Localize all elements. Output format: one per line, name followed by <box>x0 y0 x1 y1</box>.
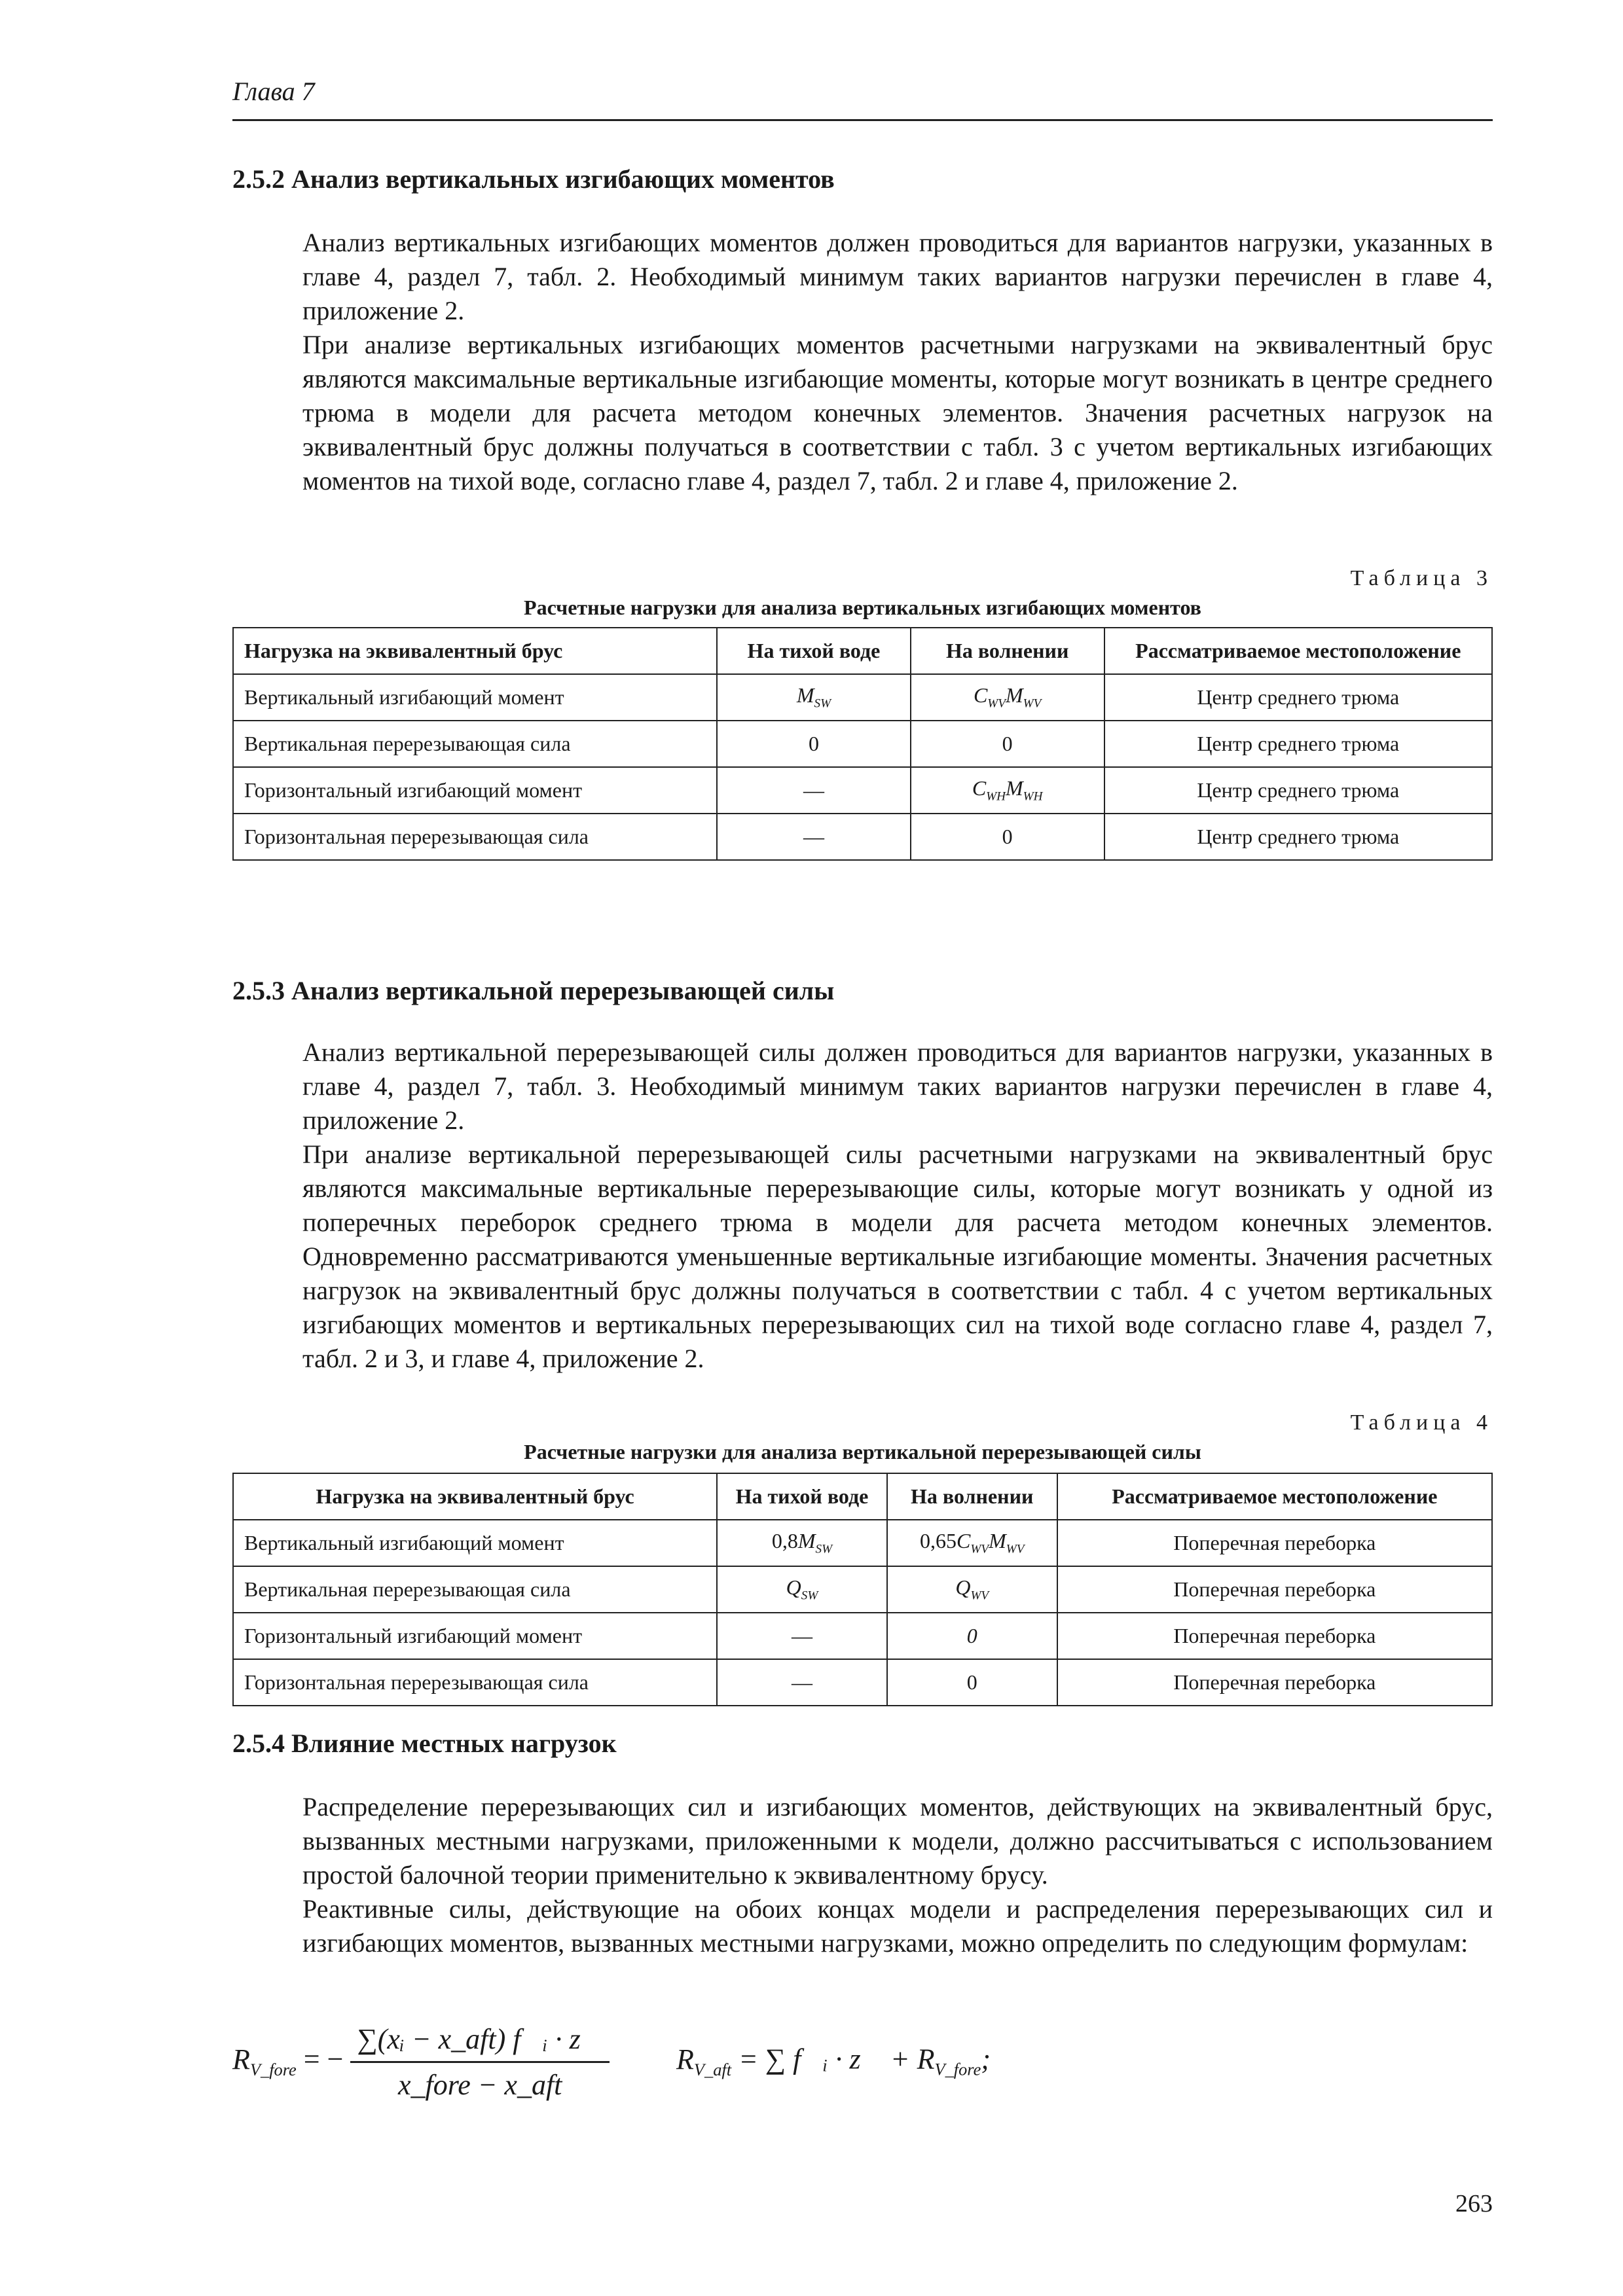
table-cell: $0,8M_{SW}$ <box>717 1520 887 1566</box>
table-row <box>233 1659 1492 1706</box>
table-row <box>233 674 1492 721</box>
table-cell: Поперечная переборка <box>1057 1520 1492 1566</box>
table-row <box>233 721 1492 767</box>
table-cell: — <box>717 1659 887 1706</box>
section-252-body <box>302 226 1493 498</box>
paragraph: Анализ вертикальной перерезывающей силы должен проводиться для вариантов нагрузки, указанных в главе 4, раздел 7, табл. 3. Необходимый минимум таких вариантов нагрузки перечислен в главе 4, приложение 2. <box>302 1037 1493 1135</box>
table-cell: Вертикальный изгибающий момент <box>233 1520 717 1566</box>
column-header: На тихой воде <box>717 1473 887 1520</box>
section-254-body <box>302 1790 1493 1960</box>
column-header: На волнении <box>887 1473 1057 1520</box>
table4-number: Таблица 4 <box>1350 1410 1493 1435</box>
table-row <box>233 1520 1492 1566</box>
page-number: 263 <box>1455 2190 1493 2217</box>
table4-caption: Расчетные нагрузки для анализа вертикальной перерезывающей силы <box>524 1440 1201 1463</box>
column-header: Нагрузка на эквивалентный брус <box>233 1473 717 1520</box>
table-cell: Горизонтальная перерезывающая сила <box>233 814 717 860</box>
table3 <box>232 627 1493 861</box>
column-header: На волнении <box>911 628 1104 674</box>
table-header-row <box>233 628 1492 674</box>
table-row <box>233 814 1492 860</box>
formula-rhs-aft: = ∑ f⃗ᵢ · z⃗ + R <box>739 2043 935 2075</box>
table-cell: — <box>717 1613 887 1659</box>
formula-denominator: x_fore − x_aft <box>397 2069 562 2101</box>
paragraph: Реактивные силы, действующие на обоих концах модели и распределения перерезывающих сил и изгибающих моментов, вызванных местными нагрузками, можно определить по следующим формулам: <box>302 1894 1493 1958</box>
formula-lhs-fore: $R_{V\_fore}$ <box>232 2043 297 2079</box>
table-cell: $0,65C_{WV}M_{WV}$ <box>887 1520 1057 1566</box>
table-cell: 0 <box>887 1613 1057 1659</box>
table-cell: $Q_{SW}$ <box>717 1566 887 1613</box>
table-cell: 0 <box>887 1659 1057 1706</box>
chapter-label: Глава 7 <box>232 77 315 106</box>
table-header-row <box>233 1473 1492 1520</box>
table-cell: 0 <box>717 721 911 767</box>
table-cell: Горизонтальная перерезывающая сила <box>233 1659 717 1706</box>
table-cell: $Q_{WV}$ <box>887 1566 1057 1613</box>
column-header: Нагрузка на эквивалентный брус <box>233 628 717 674</box>
column-header: Рассматриваемое местоположение <box>1057 1473 1492 1520</box>
table-cell: Центр среднего трюма <box>1104 721 1492 767</box>
column-header: Рассматриваемое местоположение <box>1104 628 1492 674</box>
table3-caption: Расчетные нагрузки для анализа вертикальных изгибающих моментов <box>524 596 1201 619</box>
table-cell: 0 <box>911 721 1104 767</box>
table-cell: Вертикальный изгибающий момент <box>233 674 717 721</box>
table4 <box>232 1473 1493 1706</box>
table-cell: $C_{WV}M_{WV}$ <box>911 674 1104 721</box>
table-cell: Горизонтальный изгибающий момент <box>233 767 717 814</box>
formula-fraction <box>350 2022 610 2102</box>
table-cell: Вертикальная перерезывающая сила <box>233 721 717 767</box>
section-title-254: 2.5.4 Влияние местных нагрузок <box>232 1729 617 1758</box>
table-cell: — <box>717 767 911 814</box>
table-cell: $C_{WH}M_{WH}$ <box>911 767 1104 814</box>
reaction-force-formula: $R_{V\_fore}$ = − $\frac{\text{∑(xᵢ − x\_aft) f⃗ᵢ · z⃗}}{\text{x\_fore − x\_aft}}$ $R_{V\_aft}$ = ∑ f⃗ᵢ · z⃗ + $R_{V\_fore}$; <box>232 2023 991 2101</box>
table-row <box>233 1566 1492 1613</box>
formula-numerator: ∑(xᵢ − x_aft) f⃗ᵢ · z⃗ <box>350 2022 610 2063</box>
table-cell: Горизонтальный изгибающий момент <box>233 1613 717 1659</box>
formula-lhs-aft: $R_{V\_aft}$ <box>676 2043 732 2079</box>
running-header <box>232 72 1493 121</box>
table-row <box>233 767 1492 814</box>
column-header: На тихой воде <box>717 628 911 674</box>
table-cell: $M_{SW}$ <box>717 674 911 721</box>
table-cell: — <box>717 814 911 860</box>
section-title-253: 2.5.3 Анализ вертикальной перерезывающей силы <box>232 976 835 1005</box>
table-cell: Поперечная переборка <box>1057 1613 1492 1659</box>
paragraph: Распределение перерезывающих сил и изгибающих моментов, действующих на эквивалентный брус, вызванных местными нагрузками, приложенными к модели, должно рассчитываться с использованием простой балочной теории применительно к эквивалентному брусу. <box>302 1792 1493 1890</box>
table3-number: Таблица 3 <box>1350 566 1493 590</box>
paragraph: При анализе вертикальной перерезывающей силы расчетными нагрузками на эквивалентный брус являются максимальные вертикальные перерезывающие силы, которые могут возникать у одной из поперечных переборок среднего трюма в модели для расчета методом конечных элементов. Одновременно рассматриваются уменьшенные вертикальные изгибающие моменты. Значения расчетных нагрузок на эквивалентный брус должны получаться в соответствии с табл. 4 с учетом вертикальных изгибающих моментов и вертикальных перерезывающих сил на тихой воде согласно главе 4, раздел 7, табл. 2 и 3, и главе 4, приложение 2. <box>302 1139 1493 1373</box>
section-title-252: 2.5.2 Анализ вертикальных изгибающих моментов <box>232 164 835 194</box>
table-cell: Поперечная переборка <box>1057 1566 1492 1613</box>
table-row <box>233 1613 1492 1659</box>
paragraph: Анализ вертикальных изгибающих моментов должен проводиться для вариантов нагрузки, указанных в главе 4, раздел 7, табл. 2. Необходимый минимум таких вариантов нагрузки перечислен в главе 4, приложение 2. <box>302 228 1493 325</box>
table-cell: Вертикальная перерезывающая сила <box>233 1566 717 1613</box>
paragraph: При анализе вертикальных изгибающих моментов расчетными нагрузками на эквивалентный брус являются максимальные вертикальные изгибающие моменты, которые могут возникать в центре среднего трюма в модели для расчета методом конечных элементов. Значения расчетных нагрузок на эквивалентный брус должны получаться в соответствии с табл. 3 с учетом вертикальных изгибающих моментов на тихой воде, согласно главе 4, раздел 7, табл. 2 и главе 4, приложение 2. <box>302 330 1493 495</box>
page <box>232 72 1493 2217</box>
table-cell: Центр среднего трюма <box>1104 814 1492 860</box>
table-cell: Центр среднего трюма <box>1104 674 1492 721</box>
table-cell: Центр среднего трюма <box>1104 767 1492 814</box>
section-253-body <box>302 1035 1493 1376</box>
table-cell: Поперечная переборка <box>1057 1659 1492 1706</box>
table-cell: 0 <box>911 814 1104 860</box>
